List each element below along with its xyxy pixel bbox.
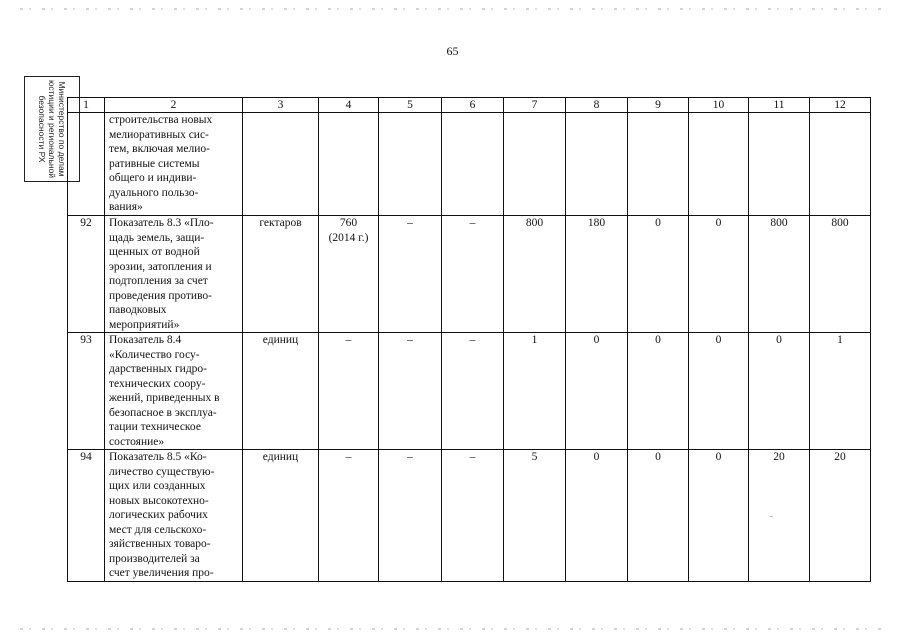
stamp-line: Министерство по делам <box>57 81 67 177</box>
table-row <box>68 113 871 216</box>
value-cell-12: 800 <box>810 216 871 333</box>
description-line: общего и индиви- <box>109 172 197 184</box>
row-number-cell: 93 <box>68 333 105 450</box>
value-cell-6 <box>442 113 504 216</box>
description-line: новых высокотехно- <box>109 494 209 507</box>
header-cell: 4 <box>319 98 379 113</box>
header-cell: 9 <box>628 98 689 113</box>
description-line: тем, включая мелио- <box>109 143 210 155</box>
row-number-cell: 92 <box>68 216 105 333</box>
description-line: состояние» <box>109 435 165 448</box>
header-cell: 12 <box>810 98 871 113</box>
description-line: щадь земель, защи- <box>109 231 205 244</box>
value-cell-6: – <box>442 450 504 582</box>
header-row <box>68 98 871 113</box>
base-value: – <box>345 451 352 463</box>
description-line: строительства новых <box>109 114 213 126</box>
base-value-cell <box>319 450 379 582</box>
value-cell-10: 0 <box>689 450 749 582</box>
indicator-description-cell <box>105 216 243 333</box>
indicator-description-cell <box>105 450 243 582</box>
description-line: паводковых <box>109 304 167 316</box>
description-line: Показатель 8.5 «Ко- <box>109 451 207 463</box>
header-cell: 1 <box>68 98 105 113</box>
value-cell-5 <box>379 113 442 216</box>
header-cell: 10 <box>689 98 749 113</box>
description-line: «Количество госу- <box>109 348 200 361</box>
base-year: (2014 г.) <box>328 231 369 244</box>
description-line: Показатель 8.4 <box>109 334 182 346</box>
description-line: производителей за <box>109 552 200 565</box>
header-cell: 5 <box>379 98 442 113</box>
description-line: технических соору- <box>109 377 206 390</box>
description-line: подтопления за счет <box>109 275 208 287</box>
table-row <box>68 216 871 333</box>
unit-cell: единиц <box>243 450 319 582</box>
scan-speck <box>770 516 773 517</box>
value-cell-12 <box>810 113 871 216</box>
stamp-line: юстиции и региональной <box>47 79 57 179</box>
table-row <box>68 333 871 450</box>
value-cell-12: 20 <box>810 450 871 582</box>
description-line: мест для сельскохо- <box>109 523 207 536</box>
value-cell-10: 0 <box>689 333 749 450</box>
base-value: 760 <box>339 217 358 229</box>
description-line: Показатель 8.3 «Пло- <box>109 217 214 229</box>
base-value-cell <box>319 333 379 450</box>
value-cell-5: – <box>379 450 442 582</box>
description-line: мероприятий» <box>109 318 180 331</box>
page-number: 65 <box>446 44 459 58</box>
header-cell: 3 <box>243 98 319 113</box>
description-line: щих или созданных <box>109 480 206 492</box>
row-number-cell <box>68 113 105 216</box>
description-line: ративные системы <box>109 157 200 170</box>
value-cell-11 <box>749 113 810 216</box>
description-line: логических рабочих <box>109 509 208 521</box>
value-cell-8: 0 <box>566 333 628 450</box>
description-line: проведения противо- <box>109 289 213 302</box>
scan-edge-bottom <box>20 628 885 630</box>
value-cell-8: 180 <box>566 216 628 333</box>
header-cell: 7 <box>504 98 566 113</box>
value-cell-8: 0 <box>566 450 628 582</box>
value-cell-7 <box>504 113 566 216</box>
description-line: дарственных гидро- <box>109 363 208 375</box>
unit-cell: единиц <box>243 333 319 450</box>
value-cell-12: 1 <box>810 333 871 450</box>
description-line: щенных от водной <box>109 246 200 258</box>
table-row <box>68 450 871 582</box>
description-line: жений, приведенных в <box>109 392 220 404</box>
value-cell-5: – <box>379 333 442 450</box>
value-cell-7: 5 <box>504 450 566 582</box>
value-cell-5: – <box>379 216 442 333</box>
base-value: – <box>345 334 352 346</box>
description-line: дуального пользо- <box>109 186 199 199</box>
header-cell: 2 <box>105 98 243 113</box>
unit-cell: гектаров <box>243 216 319 333</box>
value-cell-9: 0 <box>628 333 689 450</box>
value-cell-8 <box>566 113 628 216</box>
header-cell: 11 <box>749 98 810 113</box>
header-cell: 8 <box>566 98 628 113</box>
indicator-description-cell <box>105 113 243 216</box>
value-cell-10: 0 <box>689 216 749 333</box>
value-cell-11: 800 <box>749 216 810 333</box>
description-line: безопасное в эксплуа- <box>109 406 217 419</box>
value-cell-7: 1 <box>504 333 566 450</box>
value-cell-9: 0 <box>628 216 689 333</box>
value-cell-9: 0 <box>628 450 689 582</box>
description-line: мелиоративных сис- <box>109 128 209 141</box>
unit-cell <box>243 113 319 216</box>
scan-edge-top <box>20 8 885 10</box>
value-cell-11: 0 <box>749 333 810 450</box>
stamp-line: безопасности РХ <box>37 95 47 163</box>
description-line: зяйственных товаро- <box>109 538 211 550</box>
value-cell-6: – <box>442 216 504 333</box>
value-cell-11: 20 <box>749 450 810 582</box>
base-value-cell <box>319 113 379 216</box>
indicator-description-cell <box>105 333 243 450</box>
description-line: эрозии, затопления и <box>109 260 212 273</box>
header-cell: 6 <box>442 98 504 113</box>
stamp-text <box>37 79 67 179</box>
description-line: счет увеличения про- <box>109 567 214 579</box>
description-line: тации техническое <box>109 421 201 433</box>
indicators-table <box>67 97 871 582</box>
value-cell-9 <box>628 113 689 216</box>
value-cell-6: – <box>442 333 504 450</box>
base-value-cell <box>319 216 379 333</box>
description-line: личество существую- <box>109 465 215 478</box>
description-line: вания» <box>109 201 143 213</box>
value-cell-10 <box>689 113 749 216</box>
value-cell-7: 800 <box>504 216 566 333</box>
row-number-cell: 94 <box>68 450 105 582</box>
